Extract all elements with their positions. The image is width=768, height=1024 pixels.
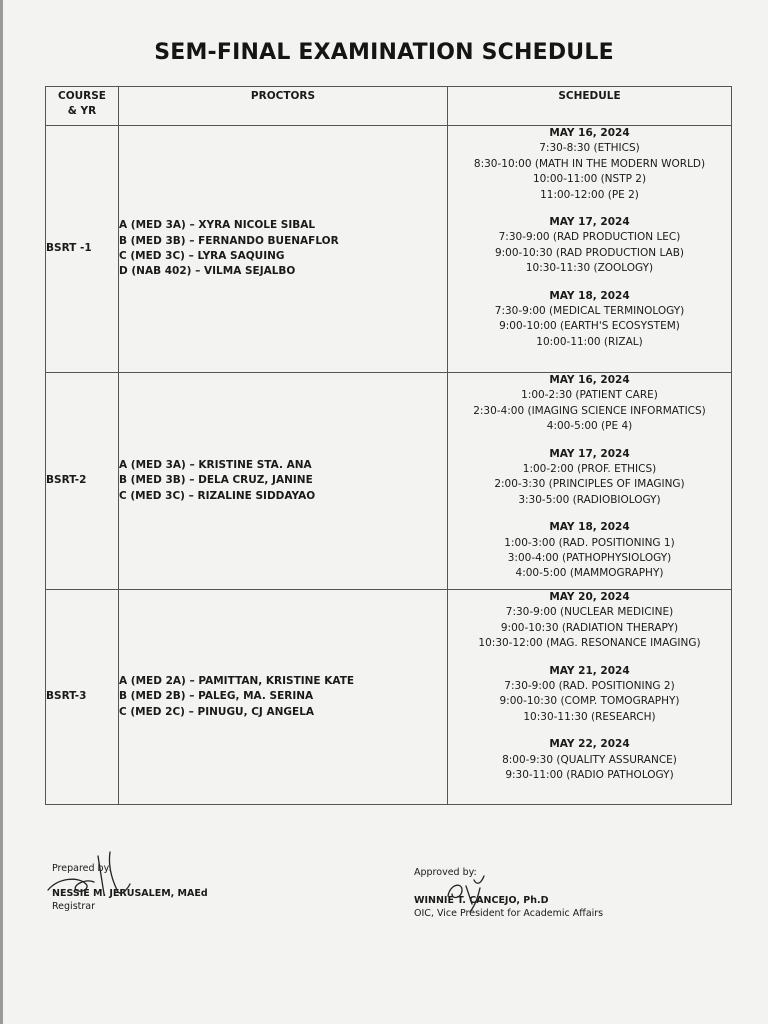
proctors-cell [119,590,448,805]
schedule-day [448,126,731,203]
schedule-day [448,520,731,582]
schedule-day [448,447,731,509]
approved-by-label: Approved by: [414,867,477,878]
course-cell: BSRT-3 [46,590,119,805]
exam-slot: 9:30-11:00 (RADIO PATHOLOGY) [505,769,674,782]
exam-slot: 9:00-10:00 (EARTH'S ECOSYSTEM) [499,320,680,333]
proctor-entry: A (MED 3A) – KRISTINE STA. ANA [119,458,312,471]
exam-slot: 9:00-10:30 (COMP. TOMOGRAPHY) [499,695,680,708]
exam-slot: 11:00-12:00 (PE 2) [540,188,639,201]
day-date: MAY 17, 2024 [549,447,630,460]
proctor-entry: C (MED 2C) – PINUGU, CJ ANGELA [119,705,315,718]
schedule-day [448,590,731,652]
exam-slot: 2:30-4:00 (IMAGING SCIENCE INFORMATICS) [473,404,706,417]
header-schedule: SCHEDULE [448,87,732,126]
exam-slot: 10:30-11:30 (RESEARCH) [523,710,656,723]
header-proctors: PROCTORS [119,87,448,126]
schedule-day [448,664,731,726]
exam-slot: 9:00-10:30 (RAD PRODUCTION LAB) [494,246,685,259]
schedule-cell [448,590,732,805]
prepared-by-name: NESSIE M. JERUSALEM, MAEd [52,888,208,899]
table-row [46,373,732,590]
exam-slot: 8:30-10:00 (MATH IN THE MODERN WORLD) [473,157,706,170]
exam-slot: 1:00-2:30 (PATIENT CARE) [521,389,658,402]
table-row [46,126,732,373]
exam-slot: 7:30-9:00 (NUCLEAR MEDICINE) [505,606,674,619]
day-date: MAY 18, 2024 [549,289,630,302]
proctor-entry: C (MED 3C) – LYRA SAQUING [119,250,285,262]
exam-slot: 1:00-3:00 (RAD. POSITIONING 1) [504,536,675,549]
header-course-line2: & YR [67,105,97,118]
proctor-entry: B (MED 3B) – DELA CRUZ, JANINE [119,474,313,487]
exam-slot: 8:00-9:30 (QUALITY ASSURANCE) [502,753,677,766]
scan-edge [0,0,3,1024]
proctor-entry: A (MED 3A) – XYRA NICOLE SIBAL [119,219,316,232]
exam-slot: 9:00-10:30 (RADIATION THERAPY) [500,621,679,634]
schedule-day [448,373,731,435]
exam-slot: 3:30-5:00 (RADIOBIOLOGY) [518,493,661,506]
exam-slot: 2:00-3:30 (PRINCIPLES OF IMAGING) [494,478,685,491]
schedule-day [448,215,731,277]
schedule-cell [448,126,732,373]
table-row [46,590,732,805]
exam-slot: 7:30-8:30 (ETHICS) [539,142,640,155]
approved-by-name: WINNIE T. CANCEJO, Ph.D [414,895,549,906]
proctor-entry: D (NAB 402) – VILMA SEJALBO [119,265,296,278]
prepared-signature-icon [38,848,138,908]
day-date: MAY 21, 2024 [549,664,630,677]
exam-slot: 3:00-4:00 (PATHOPHYSIOLOGY) [507,552,672,565]
exam-slot: 10:00-11:00 (RIZAL) [536,335,643,348]
exam-slot: 10:00-11:00 (NSTP 2) [532,173,647,186]
proctor-entry: B (MED 3B) – FERNANDO BUENAFLOR [119,234,339,247]
prepared-by-label: Prepared by: [52,863,112,874]
approved-by-role: OIC, Vice President for Academic Affairs [414,908,604,919]
exam-slot: 4:00-5:00 (MAMMOGRAPHY) [515,567,664,580]
exam-slot: 10:30-11:30 (ZOOLOGY) [525,262,654,275]
prepared-by-role: Registrar [52,901,95,912]
exam-slot: 4:00-5:00 (PE 4) [546,420,633,433]
exam-slot: 7:30-9:00 (RAD. POSITIONING 2) [504,680,675,693]
header-course-line1: COURSE [58,90,106,102]
day-date: MAY 16, 2024 [549,127,630,139]
day-date: MAY 16, 2024 [549,374,630,386]
proctor-entry: C (MED 3C) – RIZALINE SIDDAYAO [119,489,316,502]
course-cell: BSRT-2 [46,373,119,590]
header-course [46,87,119,126]
day-date: MAY 17, 2024 [549,216,630,229]
schedule-day [448,737,731,783]
schedule-table [45,86,732,805]
exam-slot: 10:30-12:00 (MAG. RESONANCE IMAGING) [478,637,701,650]
proctors-cell [119,126,448,373]
day-date: MAY 20, 2024 [549,591,630,603]
day-date: MAY 18, 2024 [549,521,630,534]
exam-slot: 7:30-9:00 (RAD PRODUCTION LEC) [498,231,681,244]
proctors-cell [119,373,448,590]
table-header-row [46,87,732,126]
schedule-cell [448,373,732,590]
day-date: MAY 22, 2024 [549,738,630,751]
schedule-day [448,289,731,351]
proctor-entry: A (MED 2A) – PAMITTAN, KRISTINE KATE [119,674,355,687]
exam-slot: 1:00-2:00 (PROF. ETHICS) [522,463,657,476]
exam-slot: 7:30-9:00 (MEDICAL TERMINOLOGY) [494,305,685,318]
approved-signature-icon [440,866,500,916]
course-cell: BSRT -1 [46,126,119,373]
page-title: SEM-FINAL EXAMINATION SCHEDULE [154,40,614,65]
proctor-entry: B (MED 2B) – PALEG, MA. SERINA [119,690,314,703]
